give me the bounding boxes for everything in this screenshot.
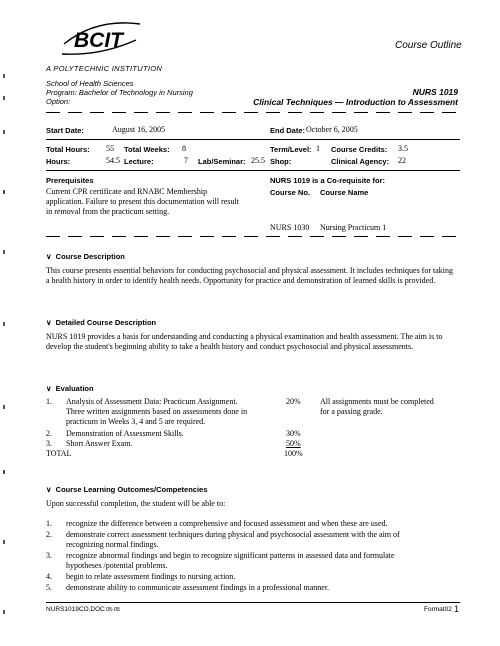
chevron-down-icon: ∨ (46, 384, 56, 393)
description-text: This course presents essential behaviors for conducting psychosocial and physical assessment. It includes techniques for taking a health history in order to identify health needs. Opportunity for practice and demonstration of learned skills is provided. (46, 266, 454, 285)
outcome-num: 3. (46, 551, 52, 560)
lecture-label: Lecture: (124, 157, 154, 166)
total-hours: 55 (106, 144, 114, 153)
total-hours-label: Total Hours: (46, 145, 90, 154)
term-value: 1 (316, 144, 320, 153)
eval-note: for a passing grade. (320, 407, 383, 416)
eval-item: Short Answer Exam. (66, 439, 133, 448)
prereq-text: in removal from the practicum setting. (46, 207, 170, 216)
margin-mark (3, 190, 5, 194)
shop-label: Shop: (270, 157, 292, 166)
total-weeks-label: Total Weeks: (124, 145, 170, 154)
term-label: Term/Level: (270, 145, 312, 154)
footer-date: 05-05 (106, 607, 121, 613)
prereq-text: Current CPR certificate and RNABC Membership (46, 187, 208, 196)
margin-mark (3, 470, 5, 474)
credits-label: Course Credits: (331, 145, 388, 154)
outcome-item: recognizing normal findings. (66, 540, 159, 549)
divider (46, 236, 460, 237)
margin-mark (3, 322, 5, 326)
outcome-item: hypotheses /potential problems. (66, 561, 168, 570)
eval-pct: 30% (286, 429, 301, 438)
total-weeks: 8 (182, 144, 186, 153)
outcome-item: begin to relate assessment findings to nursing action. (66, 572, 236, 581)
chevron-down-icon: ∨ (46, 252, 56, 261)
logo-swoosh-icon (56, 14, 146, 60)
eval-note: All assignments must be completed (320, 397, 434, 406)
margin-mark (3, 74, 5, 78)
start-date-label: Start Date: (46, 126, 84, 135)
footer-format: Format02 (424, 606, 452, 613)
eval-num: 2. (46, 429, 52, 438)
hours-value: 54.5 (106, 156, 120, 165)
lecture-value: 7 (184, 156, 188, 165)
coreq-col-name: Course Name (320, 188, 369, 197)
margin-mark (3, 610, 5, 614)
eval-total-label: TOTAL (46, 449, 72, 458)
eval-total: 100% (284, 449, 303, 458)
margin-mark (3, 540, 5, 544)
coreq-course-name: Nursing Practicum 1 (320, 223, 387, 232)
program-name: Program: Bachelor of Technology in Nursing (46, 88, 193, 97)
prereq-text: application. Failure to present this documentation will result (46, 197, 239, 206)
chevron-down-icon: ∨ (46, 318, 56, 327)
evaluation-heading: ∨ Evaluation (46, 384, 94, 393)
footer-rule (46, 602, 460, 603)
outcome-item: recognize abnormal findings and begin to recognize significant patterns in assessed data and formulate (66, 551, 395, 560)
outcome-num: 4. (46, 572, 52, 581)
detailed-heading: ∨ Detailed Course Description (46, 318, 157, 327)
course-title: Clinical Techniques — Introduction to Assessment (253, 97, 458, 107)
lab-value: 25.5 (251, 156, 265, 165)
description-heading: ∨ Course Description (46, 252, 125, 261)
margin-mark (3, 250, 5, 254)
page-number: 1 (454, 604, 460, 614)
start-date: August 16, 2005 (112, 125, 166, 134)
divider (46, 112, 460, 113)
divider (46, 139, 460, 140)
eval-pct: 50% (286, 439, 301, 448)
outcome-num: 2. (46, 530, 52, 539)
eval-item: practicum in Weeks 3, 4 and 5 are required. (66, 417, 206, 426)
eval-item: Three written assignments based on assessments done in (66, 407, 248, 416)
coreq-col-no: Course No. (270, 188, 311, 197)
outcomes-intro: Upon successful completion, the student will be able to: (46, 499, 226, 508)
institution-tagline: A POLYTECHNIC INSTITUTION (46, 64, 163, 73)
credits-value: 3.5 (398, 144, 408, 153)
eval-num: 1. (46, 397, 52, 406)
prereq-heading: Prerequisites (46, 176, 94, 185)
margin-mark (3, 405, 5, 409)
option-label: Option: (46, 97, 71, 106)
doc-type: Course Outline (395, 40, 462, 51)
eval-item: Analysis of Assessment Data: Practicum Assignment. (66, 397, 238, 406)
footer-file: NURS1019CO.DOC (46, 606, 105, 613)
school-name: School of Health Sciences (46, 79, 134, 88)
coreq-heading: NURS 1019 is a Co-requisite for: (270, 176, 386, 185)
divider (46, 170, 460, 171)
hours-label: Hours: (46, 157, 71, 166)
outcome-item: demonstrate correct assessment techniques during physical and psychosocial assessment with the aim of (66, 530, 400, 539)
end-date-label: End Date: (270, 126, 306, 135)
chevron-down-icon: ∨ (46, 485, 56, 494)
margin-mark (3, 130, 5, 134)
coreq-course-no: NURS 1030 (270, 223, 310, 232)
eval-pct: 20% (286, 397, 301, 406)
lab-label: Lab/Seminar: (198, 157, 246, 166)
bcit-logo (56, 14, 146, 60)
outcome-item: recognize the difference between a comprehensive and focused assessment and when these are used. (66, 519, 388, 528)
end-date: October 6, 2005 (306, 125, 358, 134)
outcome-num: 1. (46, 519, 52, 528)
eval-item: Demonstration of Assessment Skills. (66, 429, 184, 438)
eval-num: 3. (46, 439, 52, 448)
outcome-num: 5. (46, 583, 52, 592)
outcomes-heading: ∨ Course Learning Outcomes/Competencies (46, 485, 208, 494)
margin-mark (3, 96, 5, 100)
clinical-label: Clinical Agency: (331, 157, 390, 166)
outcome-item: demonstrate ability to communicate assessment findings in a professional manner. (66, 583, 330, 592)
svg-text:BCIT: BCIT (74, 29, 123, 52)
detailed-text: NURS 1019 provides a basis for understanding and conducting a physical examination and health assessment. The aim is to develop the student's beginning ability to take a health history and conduct psychosocial and physical assessments. (46, 332, 443, 351)
course-code: NURS 1019 (412, 87, 458, 97)
clinical-value: 22 (398, 156, 406, 165)
